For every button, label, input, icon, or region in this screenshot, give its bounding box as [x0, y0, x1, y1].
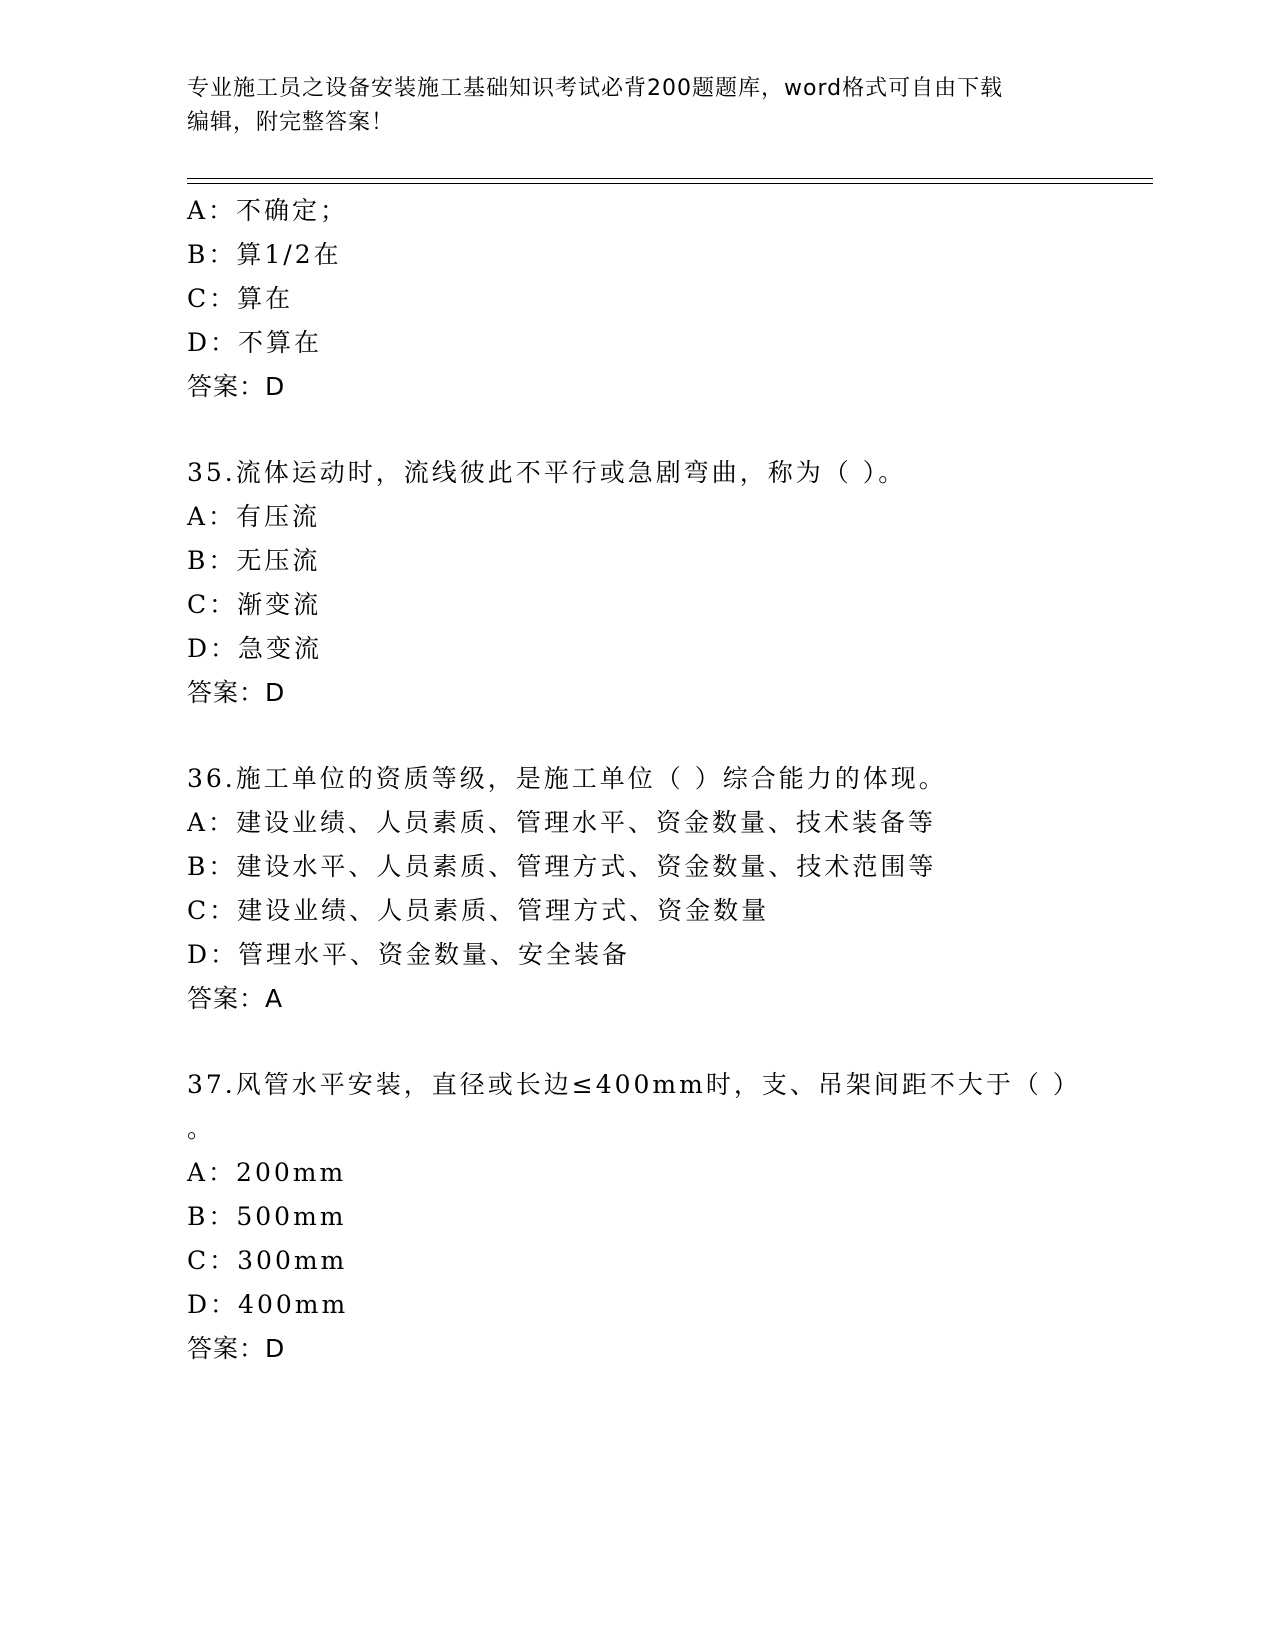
q34-option-c: C：算在 [187, 284, 294, 313]
header-divider-bottom [187, 183, 1153, 184]
q34-option-b: B：算1/2在 [187, 240, 342, 269]
q35-option-c: C：渐变流 [187, 590, 322, 619]
header-divider-top [187, 178, 1153, 179]
q37-option-a: A：200mm [187, 1158, 347, 1187]
q36-option-b: B：建设水平、人员素质、管理方式、资金数量、技术范围等 [187, 852, 937, 881]
document-header [187, 72, 1087, 140]
q37-answer: 答案：D [187, 1334, 286, 1363]
q36-question: 36.施工单位的资质等级，是施工单位（ ）综合能力的体现。 [187, 764, 947, 793]
q35-option-d: D：急变流 [187, 634, 323, 663]
q35-answer: 答案：D [187, 678, 286, 707]
header-title-line-2: 编辑，附完整答案！ [187, 110, 395, 135]
q36-option-d: D：管理水平、资金数量、安全装备 [187, 940, 631, 969]
q37-question-continuation: 。 [187, 1114, 216, 1143]
q34-option-a: A：不确定； [187, 196, 349, 225]
q35-option-a: A：有压流 [187, 502, 321, 531]
q37-option-b: B：500mm [187, 1202, 347, 1231]
q34-answer: 答案：D [187, 372, 286, 401]
q37-option-c: C：300mm [187, 1246, 348, 1275]
q35-option-b: B：无压流 [187, 546, 321, 575]
q34-option-d: D：不算在 [187, 328, 323, 357]
q36-option-c: C：建设业绩、人员素质、管理方式、资金数量 [187, 896, 770, 925]
q36-answer: 答案：A [187, 984, 284, 1013]
q37-option-d: D：400mm [187, 1290, 349, 1319]
header-title-line-1: 专业施工员之设备安装施工基础知识考试必背200题题库，word格式可自由下载 [187, 76, 1004, 101]
q37-question: 37.风管水平安装，直径或长边≤400mm时，支、吊架间距不大于（ ） [187, 1070, 1081, 1099]
q36-option-a: A：建设业绩、人员素质、管理水平、资金数量、技术装备等 [187, 808, 937, 837]
q35-question: 35.流体运动时，流线彼此不平行或急剧弯曲，称为（ ）。 [187, 458, 907, 487]
